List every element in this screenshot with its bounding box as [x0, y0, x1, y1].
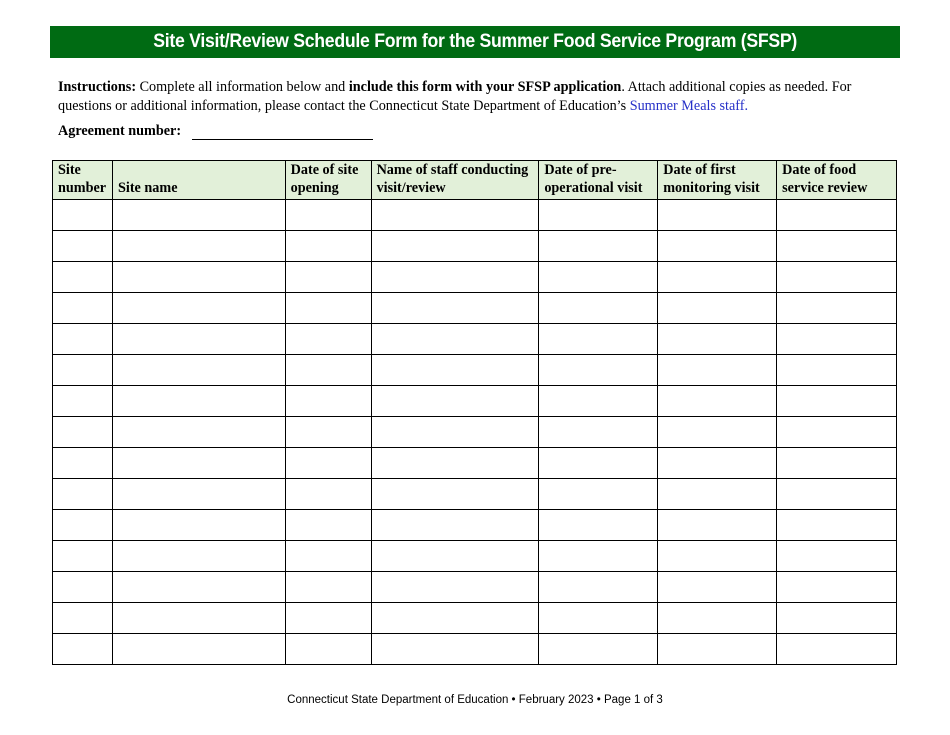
table-cell[interactable] [371, 479, 539, 510]
table-cell[interactable] [777, 355, 897, 386]
table-cell[interactable] [539, 417, 658, 448]
table-row [53, 541, 897, 572]
table-cell[interactable] [285, 541, 371, 572]
table-cell[interactable] [371, 417, 539, 448]
table-cell[interactable] [539, 262, 658, 293]
table-cell[interactable] [53, 355, 113, 386]
table-cell[interactable] [658, 324, 777, 355]
table-cell[interactable] [777, 603, 897, 634]
agreement-number-label: Agreement number: [58, 123, 182, 139]
table-cell[interactable] [658, 355, 777, 386]
table-cell[interactable] [371, 541, 539, 572]
table-cell[interactable] [371, 634, 539, 665]
table-body [53, 200, 897, 665]
table-cell[interactable] [539, 355, 658, 386]
table-cell[interactable] [777, 541, 897, 572]
table-cell[interactable] [658, 262, 777, 293]
table-row [53, 324, 897, 355]
table-cell[interactable] [371, 355, 539, 386]
table-cell[interactable] [112, 510, 285, 541]
table-cell[interactable] [539, 448, 658, 479]
table-cell[interactable] [777, 634, 897, 665]
table-cell[interactable] [112, 603, 285, 634]
table-cell[interactable] [285, 355, 371, 386]
table-cell[interactable] [658, 200, 777, 231]
table-cell[interactable] [285, 448, 371, 479]
table-cell[interactable] [371, 386, 539, 417]
table-row [53, 634, 897, 665]
table-cell[interactable] [285, 479, 371, 510]
table-cell[interactable] [658, 479, 777, 510]
table-cell[interactable] [371, 231, 539, 262]
instructions-bold-text: include this form with your SFSP application [348, 79, 622, 95]
table-cell[interactable] [777, 510, 897, 541]
table-cell[interactable] [539, 603, 658, 634]
table-cell[interactable] [53, 479, 113, 510]
table-cell[interactable] [53, 324, 113, 355]
table-cell[interactable] [777, 324, 897, 355]
site-schedule-table [52, 160, 897, 665]
table-cell[interactable] [285, 324, 371, 355]
form-title: Site Visit/Review Schedule Form for the Summer Food Service Program (SFSP) [153, 31, 797, 52]
table-cell[interactable] [112, 200, 285, 231]
table-cell[interactable] [285, 231, 371, 262]
table-cell[interactable] [53, 634, 113, 665]
table-row [53, 231, 897, 262]
table-cell[interactable] [658, 572, 777, 603]
table-cell[interactable] [539, 479, 658, 510]
table-row [53, 572, 897, 603]
table-cell[interactable] [539, 634, 658, 665]
table-cell[interactable] [285, 603, 371, 634]
column-header-food-service-review: Date of food service review [777, 161, 897, 200]
table-cell[interactable] [53, 386, 113, 417]
table-cell[interactable] [777, 262, 897, 293]
instructions-text-1: Complete all information below and [136, 79, 349, 95]
table-cell[interactable] [285, 510, 371, 541]
table-row [53, 479, 897, 510]
table-cell[interactable] [112, 386, 285, 417]
table-cell[interactable] [112, 417, 285, 448]
table-cell[interactable] [777, 479, 897, 510]
table-cell[interactable] [285, 386, 371, 417]
table-cell[interactable] [53, 603, 113, 634]
column-header-site-name: Site name [112, 161, 285, 200]
table-cell[interactable] [53, 448, 113, 479]
table-row [53, 293, 897, 324]
agreement-number-row [58, 123, 373, 140]
table-cell[interactable] [285, 293, 371, 324]
table-cell[interactable] [285, 634, 371, 665]
table-cell[interactable] [285, 572, 371, 603]
table-cell[interactable] [777, 448, 897, 479]
form-title-bar [50, 26, 900, 58]
table-row [53, 355, 897, 386]
instructions-label: Instructions: [58, 79, 137, 95]
table-row [53, 262, 897, 293]
table-cell[interactable] [112, 572, 285, 603]
table-cell[interactable] [658, 634, 777, 665]
table-cell[interactable] [371, 200, 539, 231]
page-footer: Connecticut State Department of Education • February 2023 • Page 1 of 3 [287, 694, 663, 706]
table-cell[interactable] [112, 262, 285, 293]
table-cell[interactable] [539, 386, 658, 417]
instructions-text-2: . Attach additional copies as needed. For questions or additional information, please contact the Connecticut State Department of Education’s [58, 79, 852, 114]
table-header-row [53, 161, 897, 200]
table-row [53, 200, 897, 231]
agreement-number-field[interactable] [192, 123, 373, 140]
table-cell[interactable] [371, 510, 539, 541]
table-cell[interactable] [658, 386, 777, 417]
table-cell[interactable] [658, 231, 777, 262]
column-header-first-monitoring-visit: Date of first monitoring visit [658, 161, 777, 200]
column-header-site-number: Site number [53, 161, 113, 200]
table-cell[interactable] [371, 572, 539, 603]
table-cell[interactable] [539, 572, 658, 603]
table-row [53, 510, 897, 541]
table-cell[interactable] [53, 293, 113, 324]
table-cell[interactable] [658, 541, 777, 572]
table-cell[interactable] [658, 510, 777, 541]
table-cell[interactable] [658, 417, 777, 448]
table-row [53, 448, 897, 479]
table-cell[interactable] [112, 324, 285, 355]
table-cell[interactable] [371, 448, 539, 479]
table-cell[interactable] [371, 603, 539, 634]
table-cell[interactable] [53, 541, 113, 572]
table-cell[interactable] [777, 231, 897, 262]
table-cell[interactable] [53, 417, 113, 448]
table-cell[interactable] [53, 200, 113, 231]
table-cell[interactable] [777, 417, 897, 448]
column-header-pre-operational-visit: Date of pre-operational visit [539, 161, 658, 200]
table-cell[interactable] [539, 510, 658, 541]
table-cell[interactable] [112, 355, 285, 386]
table-cell[interactable] [53, 262, 113, 293]
table-cell[interactable] [285, 262, 371, 293]
table-cell[interactable] [112, 634, 285, 665]
summer-meals-staff-link[interactable]: Summer Meals staff. [629, 98, 749, 114]
table-cell[interactable] [53, 572, 113, 603]
table-cell[interactable] [777, 200, 897, 231]
instructions-paragraph [58, 78, 903, 116]
table-cell[interactable] [371, 293, 539, 324]
table-cell[interactable] [658, 293, 777, 324]
table-cell[interactable] [112, 448, 285, 479]
table-cell[interactable] [371, 324, 539, 355]
table-cell[interactable] [539, 541, 658, 572]
table-cell[interactable] [539, 200, 658, 231]
table-cell[interactable] [285, 200, 371, 231]
table-cell[interactable] [53, 510, 113, 541]
table-cell[interactable] [285, 417, 371, 448]
table-cell[interactable] [777, 572, 897, 603]
table-cell[interactable] [53, 231, 113, 262]
table-row [53, 603, 897, 634]
table-cell[interactable] [112, 231, 285, 262]
column-header-staff-name: Name of staff conducting visit/review [371, 161, 539, 200]
table-cell[interactable] [539, 293, 658, 324]
table-cell[interactable] [112, 479, 285, 510]
table-cell[interactable] [371, 262, 539, 293]
table-row [53, 386, 897, 417]
table-cell[interactable] [658, 448, 777, 479]
table-cell[interactable] [658, 603, 777, 634]
table-cell[interactable] [112, 293, 285, 324]
table-cell[interactable] [112, 541, 285, 572]
column-header-date-of-site-opening: Date of site opening [285, 161, 371, 200]
table-row [53, 417, 897, 448]
table-cell[interactable] [539, 324, 658, 355]
table-cell[interactable] [777, 293, 897, 324]
table-cell[interactable] [539, 231, 658, 262]
table-cell[interactable] [777, 386, 897, 417]
